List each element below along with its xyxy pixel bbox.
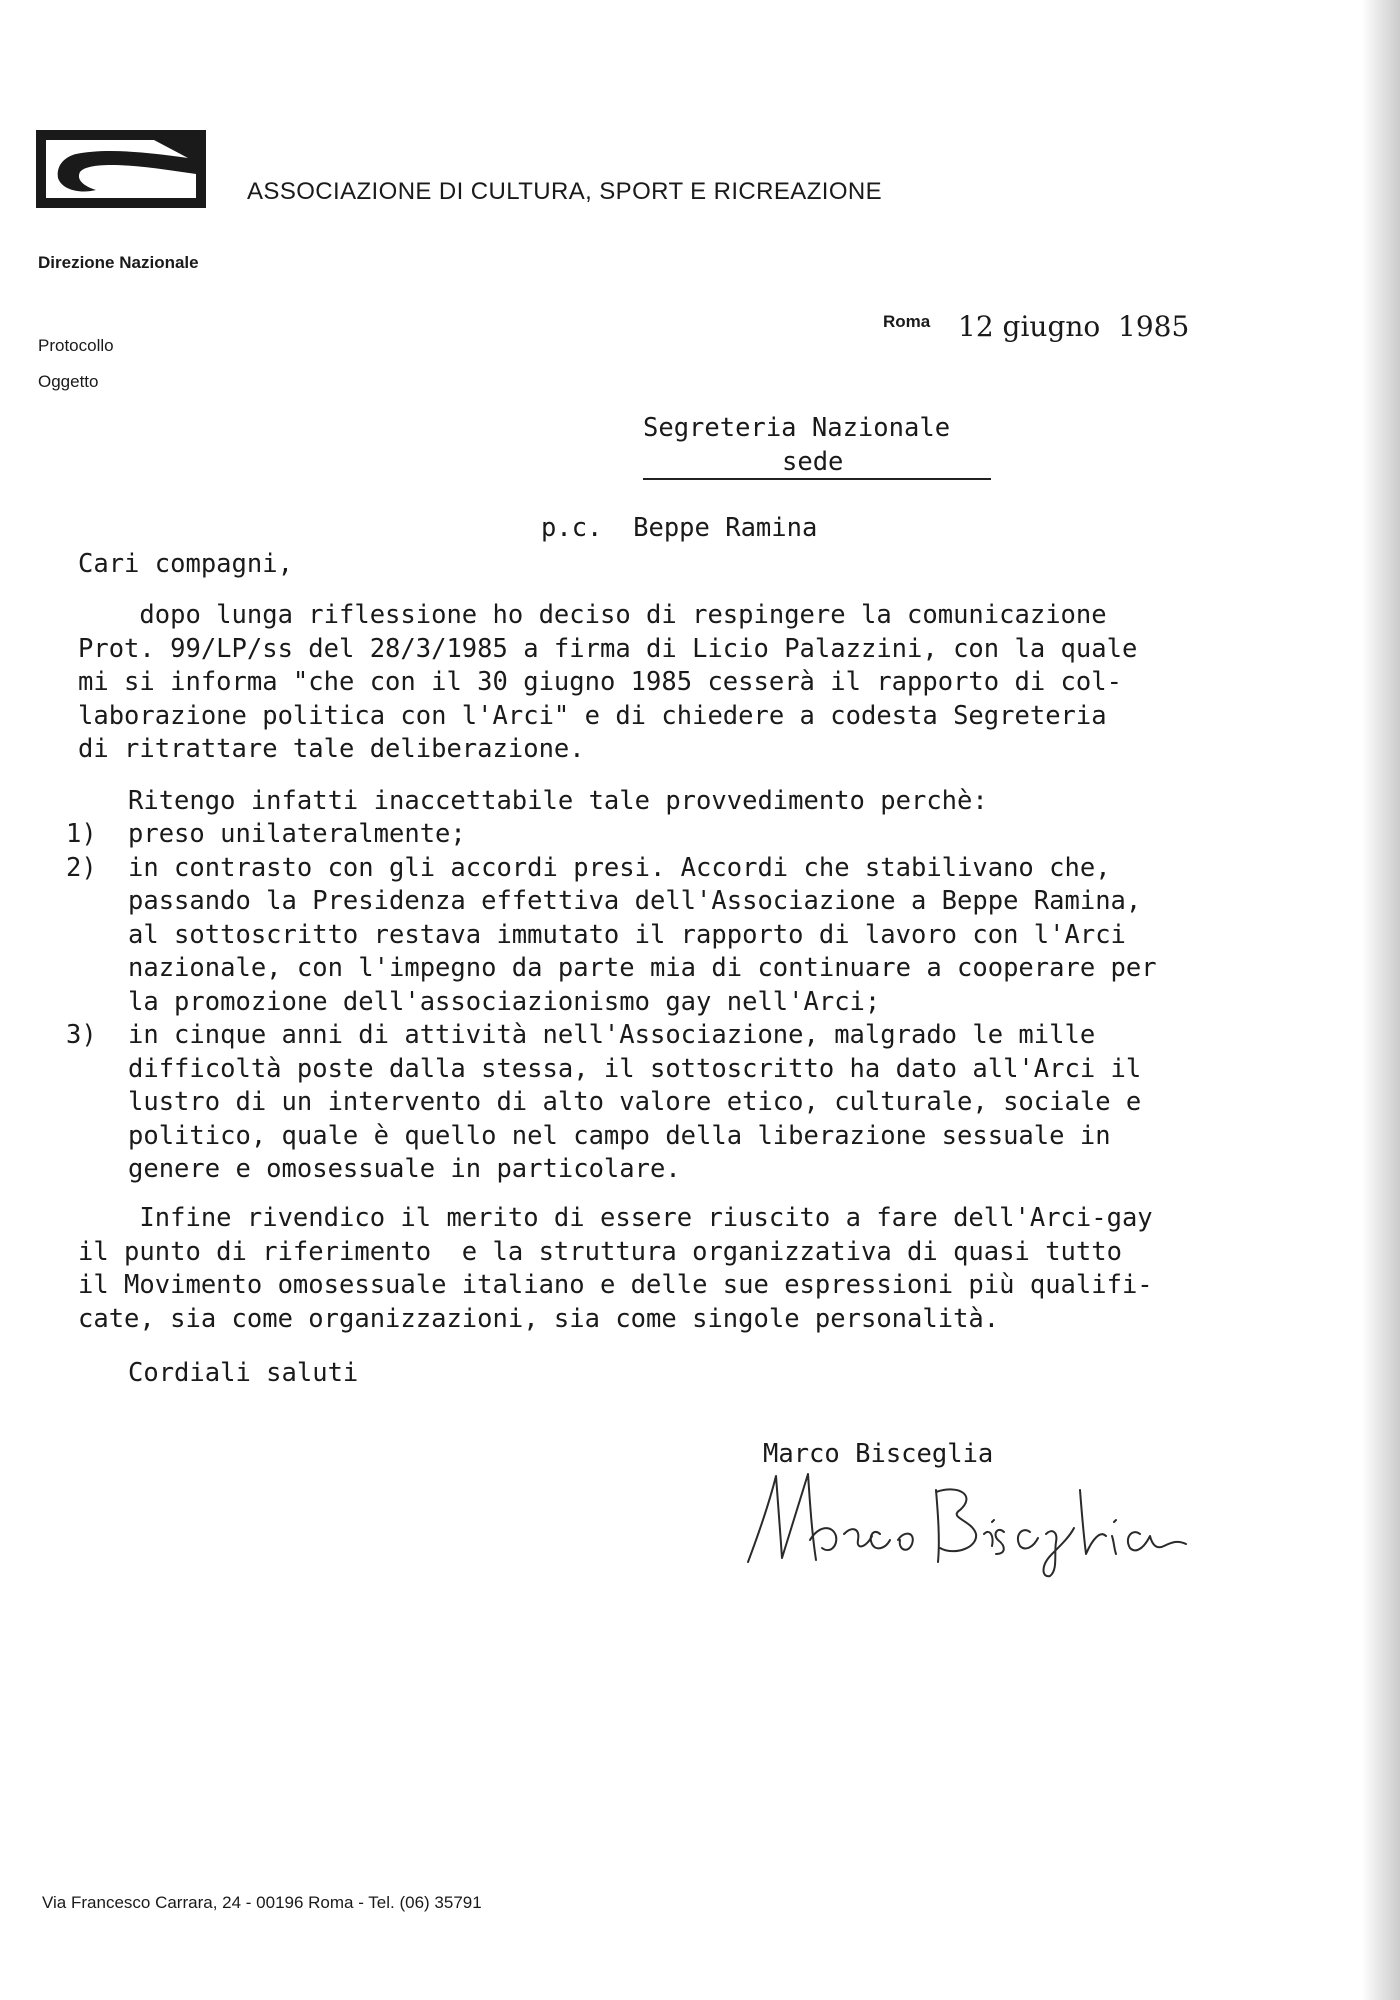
closing: Cordiali saluti (128, 1358, 359, 1388)
scan-edge-shadow (1362, 0, 1400, 2000)
organization-name: ASSOCIAZIONE DI CULTURA, SPORT E RICREAZIONE (247, 178, 883, 205)
list-item (66, 1019, 1157, 1187)
typed-signature-name: Marco Bisceglia (763, 1439, 994, 1469)
list-text: preso unilateralmente; (128, 819, 466, 849)
subject-label: Oggetto (38, 372, 99, 391)
list-item (66, 852, 1157, 1020)
department-label: Direzione Nazionale (38, 253, 199, 272)
list-item (66, 818, 1157, 852)
list-number: 1) (66, 819, 97, 849)
arci-logo-icon (36, 130, 206, 208)
list-text: in cinque anni di attività nell'Associazione, malgrado le mille difficoltà poste dalla stessa, il sottoscritto ha dato all'Arci il lustro di un intervento di alto valore etico, culturale, sociale e politico, quale è quello nel campo della liberazione sessuale in genere e omosessuale in particolare. (128, 1020, 1142, 1184)
carbon-copy-line: p.c. Beppe Ramina (541, 513, 818, 543)
reasons-list (66, 818, 1157, 1187)
list-number: 2) (66, 852, 97, 883)
list-number: 3) (66, 1020, 97, 1050)
footer-address: Via Francesco Carrara, 24 - 00196 Roma - Tel. (06) 35791 (42, 1893, 482, 1912)
body-paragraph-1: dopo lunga riflessione ho deciso di respingere la comunicazione Prot. 99/LP/ss del 28/3/1985 a firma di Licio Palazzini, con la quale mi si informa "che con il 30 giugno 1985 cesserà il rapporto di col- laborazione politica con l'Arci" e di chiedere a codesta Segreteria di ritrattare tale deliberazione. (78, 600, 1138, 764)
date-city: Roma (883, 312, 931, 331)
letter-date: 12 giugno 1985 (958, 310, 1190, 343)
salutation: Cari compagni, (78, 549, 293, 579)
handwritten-signature (740, 1470, 1190, 1580)
body-paragraph-3: Infine rivendico il merito di essere riuscito a fare dell'Arci-gay il punto di riferimento e la struttura organizzativa di quasi tutto il Movimento omosessuale italiano e delle sue espressioni più qualifi- cate, sia come organizzazioni, sia come singole personalità. (78, 1203, 1153, 1334)
protocol-label: Protocollo (38, 336, 114, 355)
addressee-line2: sede (782, 447, 844, 477)
reasons-intro: Ritengo infatti inaccettabile tale provvedimento perchè: (128, 786, 988, 816)
list-text: in contrasto con gli accordi presi. Accordi che stabilivano che, passando la Presidenza effettiva dell'Associazione a Beppe Ramina, al sottoscritto restava immutato il rapporto di lavoro con l'Arci nazionale, con l'impegno da parte mia di continuare a cooperare per la promozione dell'associazionismo gay nell'Arci; (128, 852, 1157, 1017)
addressee-line1: Segreteria Nazionale (643, 413, 951, 443)
addressee-underline (643, 478, 991, 480)
